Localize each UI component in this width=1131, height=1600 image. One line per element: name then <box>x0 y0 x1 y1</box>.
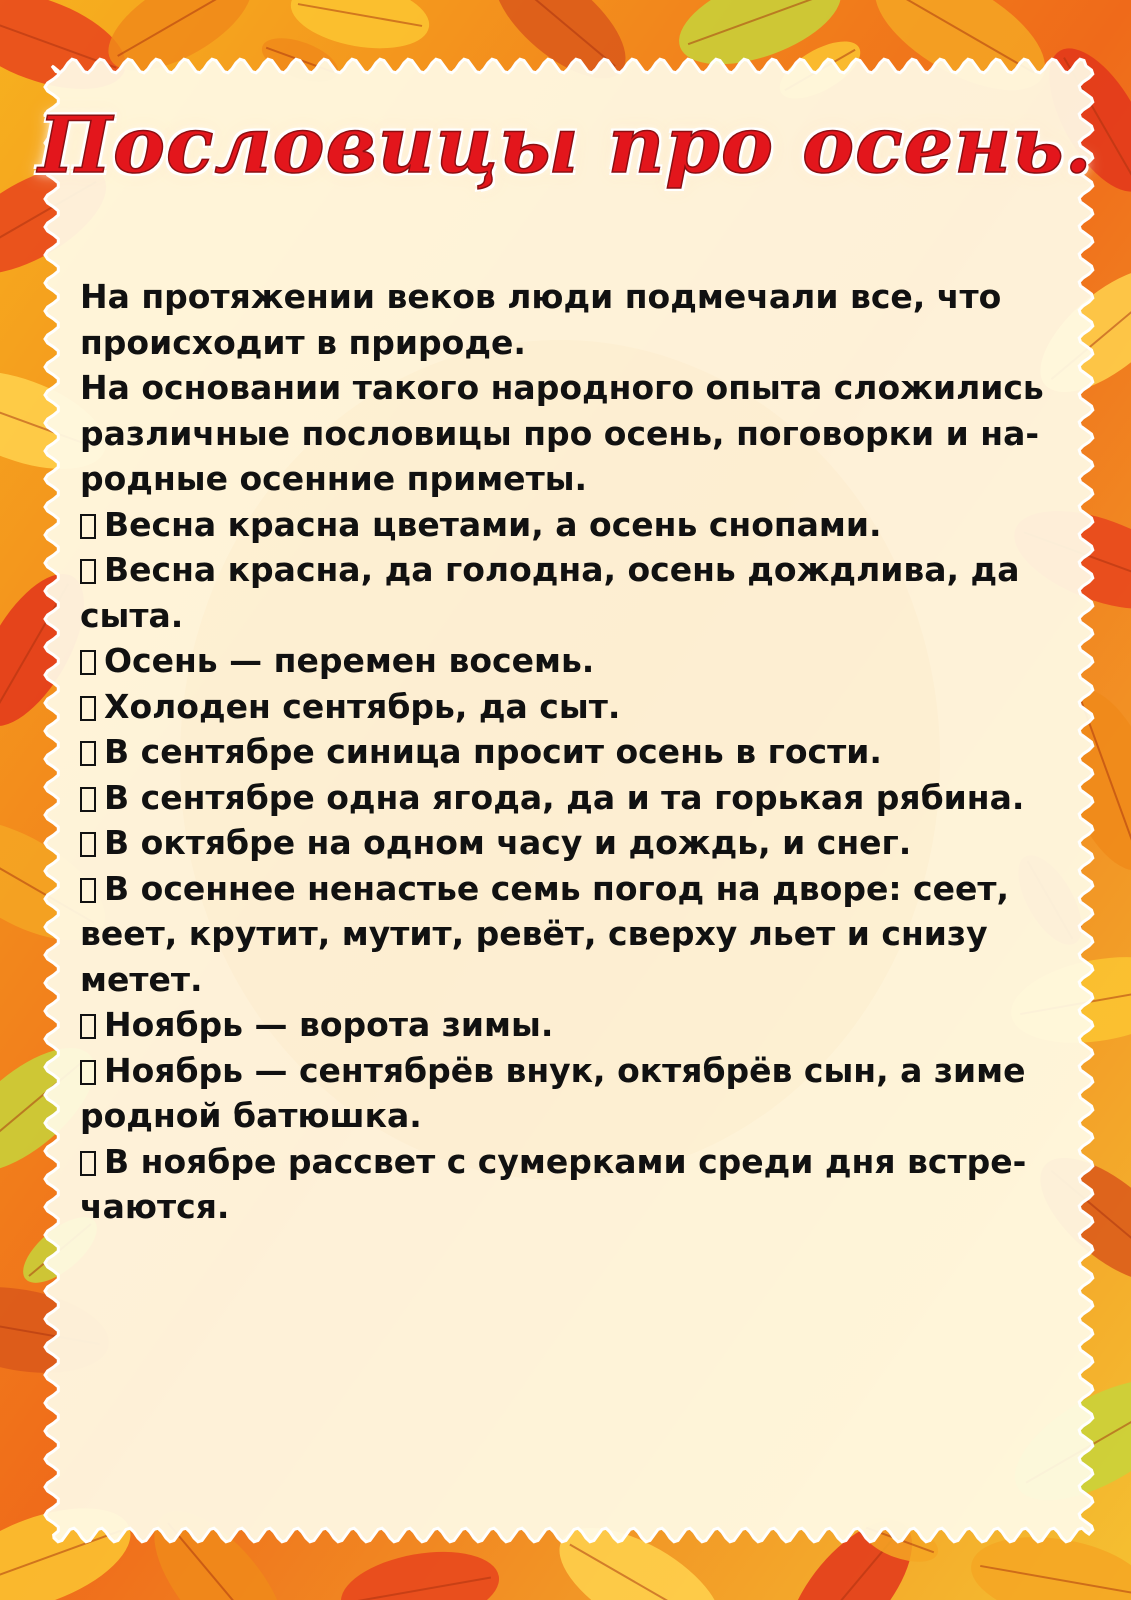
proverb-line: Ноябрь — сентябрёв внук, октябрёв сын, а зиме <box>104 1050 1026 1090</box>
proverb-item <box>80 502 1045 548</box>
intro-line: На основании такого народного опыта сложились <box>80 368 1044 407</box>
proverb-line: В осеннее ненастье семь погод на дворе: сеет, <box>104 868 1010 908</box>
bullet-box-icon <box>80 559 96 584</box>
bullet-box-icon <box>80 514 96 539</box>
proverb-item <box>80 1002 1045 1048</box>
proverb-item <box>80 729 1045 775</box>
proverb-line: Весна красна цветами, а осень снопами. <box>104 504 882 544</box>
poster-title: Пословицы про осень. <box>38 100 1093 191</box>
proverb-line: В ноябре рассвет с сумерками среди дня встре- <box>104 1141 1027 1181</box>
bullet-box-icon <box>80 1060 96 1085</box>
proverb-item <box>80 684 1045 730</box>
proverb-line: В сентябре одна ягода, да и та горькая рябина. <box>104 777 1025 817</box>
poster-body <box>80 274 1045 1230</box>
proverb-line: Ноябрь — ворота зимы. <box>104 1005 554 1044</box>
proverb-line: В октябре на одном часу и дождь, и снег. <box>104 823 912 862</box>
bullet-box-icon <box>80 1014 96 1039</box>
proverb-line: чаются. <box>80 1187 230 1226</box>
proverb-item <box>80 638 1045 684</box>
proverb-line: Холоден сентябрь, да сыт. <box>104 686 621 726</box>
bullet-box-icon <box>80 787 96 812</box>
proverb-item <box>80 820 1045 866</box>
intro-line: На протяжении веков люди подмечали все, что <box>80 277 1002 316</box>
proverb-item <box>80 775 1045 821</box>
intro-line: родные осенние приметы. <box>80 459 588 498</box>
proverb-item <box>80 1048 1045 1139</box>
bullet-box-icon <box>80 650 96 675</box>
bullet-box-icon <box>80 696 96 721</box>
proverb-line: родной батюшка. <box>80 1096 422 1135</box>
proverb-line: метет. <box>80 959 203 999</box>
proverb-line: В сентябре синица просит осень в гости. <box>104 732 882 771</box>
bullet-box-icon <box>80 878 96 903</box>
proverb-line: веет, крутит, мутит, ревёт, сверху льет и снизу <box>80 914 988 953</box>
proverb-item <box>80 866 1045 1003</box>
proverb-line: Весна красна, да голодна, осень дождлива, да <box>104 550 1020 589</box>
bullet-box-icon <box>80 1151 96 1176</box>
proverb-item <box>80 1139 1045 1230</box>
intro-line: происходит в природе. <box>80 322 526 362</box>
proverb-line: Осень — перемен восемь. <box>104 641 595 680</box>
proverb-list <box>80 502 1045 1230</box>
proverb-line: сыта. <box>80 595 184 635</box>
bullet-box-icon <box>80 832 96 857</box>
bullet-box-icon <box>80 741 96 766</box>
intro-line: различные пословицы про осень, поговорки и на- <box>80 413 1040 453</box>
intro-text <box>80 274 1045 502</box>
proverb-item <box>80 547 1045 638</box>
